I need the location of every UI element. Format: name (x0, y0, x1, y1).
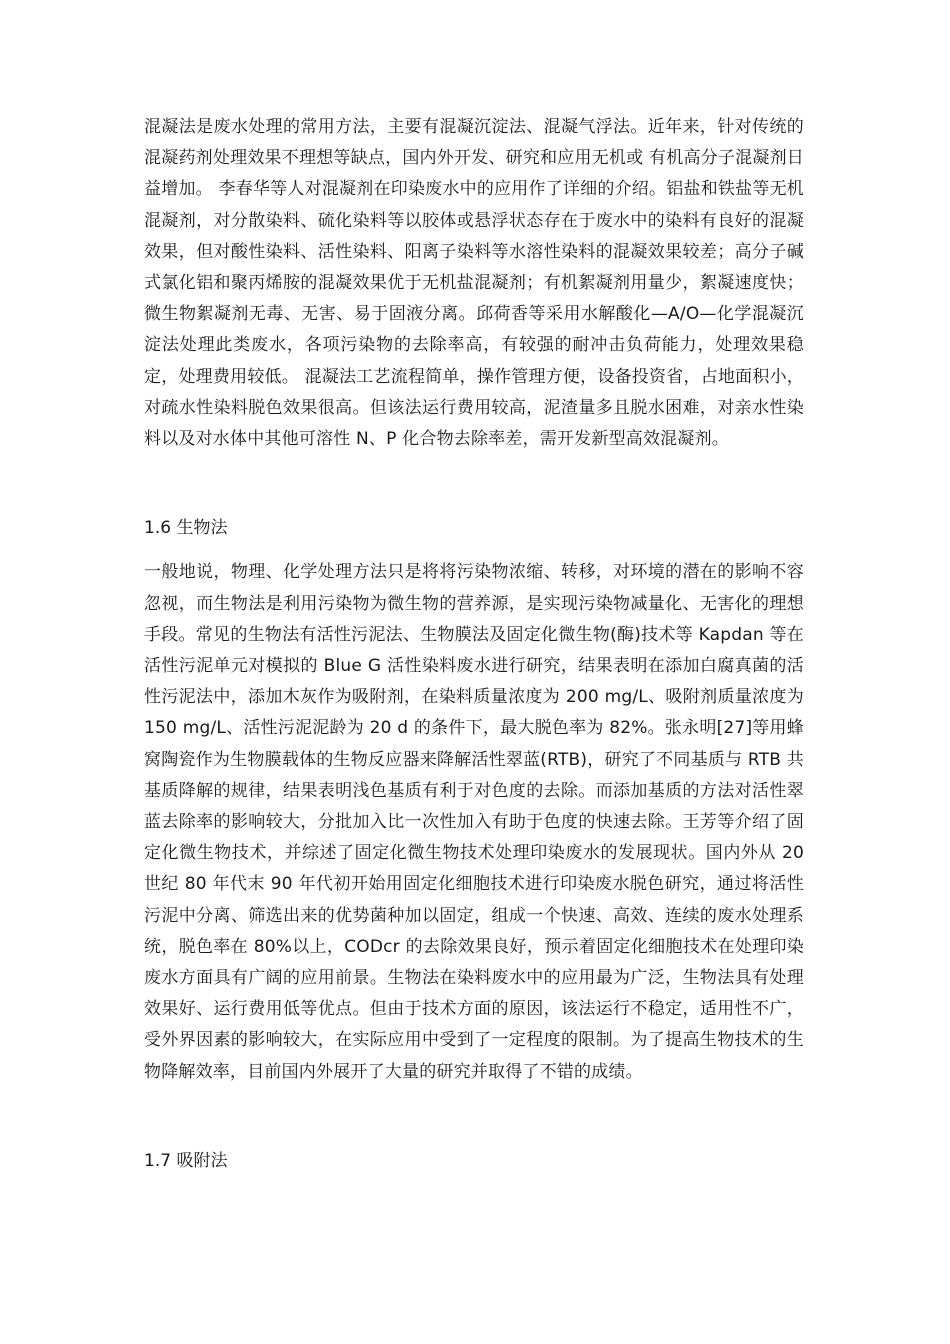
paragraph-coagulation: 混凝法是废水处理的常用方法，主要有混凝沉淀法、混凝气浮法。近年来，针对传统的混凝药剂处理效果不理想等缺点，国内外开发、研究和应用无机或 有机高分子混凝剂日益增加。 李春华等人对混凝剂在印染废水中的应用作了详细的介绍。铝盐和铁盐等无机混凝剂，对分散染料、硫化染料等以胶体或悬浮状态存在于废水中的染料有良好的混凝效果，但对酸性染料、活性染料、阳离子染料等水溶性染料的混凝效果较差；高分子碱式氯化铝和聚丙烯胺的混凝效果优于无机盐混凝剂；有机絮凝剂用量少，絮凝速度快；微生物絮凝剂无毒、无害、易于固液分离。邱荷香等采用水解酸化—A/O—化学混凝沉淀法处理此类废水，各项污染物的去除率高，有较强的耐冲击负荷能力，处理效果稳定，处理费用较低。 混凝法工艺流程简单，操作管理方便，设备投资省，占地面积小，对疏水性染料脱色效果很高。但该法运行费用较高，泥渣量多且脱水困难，对亲水性染料以及对水体中其他可溶性 N、P 化合物去除率差，需开发新型高效混凝剂。 (144, 117, 804, 450)
section-heading-biological: 1.6 生物法 (144, 518, 228, 539)
document-body (144, 112, 804, 1177)
paragraph-biological: 一般地说，物理、化学处理方法只是将将污染物浓缩、转移，对环境的潜在的影响不容忽视，而生物法是利用污染物为微生物的营养源，是实现污染物减量化、无害化的理想手段。常见的生物法有活性污泥法、生物膜法及固定化微生物(酶)技术等 Kapdan 等在活性污泥单元对模拟的 Blue G 活性染料废水进行研究，结果表明在添加白腐真菌的活性污泥法中，添加木灰作为吸附剂，在染料质量浓度为 200 mg/L、吸附剂质量浓度为 150 mg/L、活性污泥泥龄为 20 d 的条件下，最大脱色率为 82%。张永明[27]等用蜂窝陶瓷作为生物膜载体的生物反应器来降解活性翠蓝(RTB)，研究了不同基质与 RTB 共基质降解的规律，结果表明浅色基质有利于对色度的去除。而添加基质的方法对活性翠蓝去除率的影响较大，分批加入比一次性加入有助于色度的快速去除。王芳等介绍了固定化微生物技术，并综述了固定化微生物技术处理印染废水的发展现状。国内外从 20 世纪 80 年代末 90 年代初开始用固定化细胞技术进行印染废水脱色研究，通过将活性污泥中分离、筛选出来的优势菌种加以固定，组成一个快速、高效、连续的废水处理系统，脱色率在 80%以上，CODcr 的去除效果良好，预示着固定化细胞技术在处理印染废水方面具有广阔的应用前景。生物法在染料废水中的应用最为广泛，生物法具有处理效果好、运行费用低等优点。但由于技术方面的原因，该法运行不稳定，适用性不广，受外界因素的影响较大，在实际应用中受到了一定程度的限制。为了提高生物技术的生物降解效率，目前国内外展开了大量的研究并取得了不错的成绩。 (144, 562, 804, 1082)
section-heading-adsorption: 1.7 吸附法 (144, 1150, 228, 1171)
